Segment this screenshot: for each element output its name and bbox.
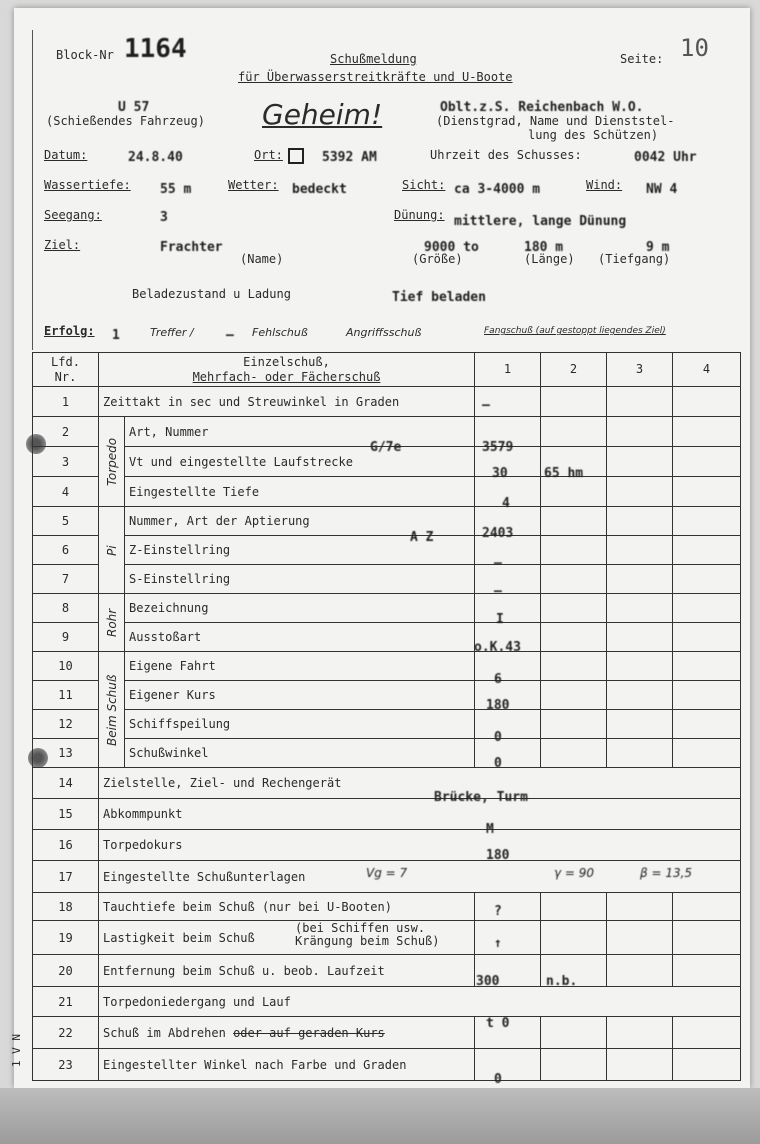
value-row-20: 300: [476, 974, 500, 989]
row-number: 11: [33, 681, 99, 710]
value-row-5: 2403: [482, 526, 514, 541]
row-label: Schußwinkel: [125, 739, 475, 768]
row-label-cell: [99, 1017, 475, 1049]
value-row-7: —: [494, 584, 502, 599]
row-label: Entfernung beim Schuß u. beob. Laufzeit: [99, 955, 475, 987]
value-row-11: 180: [486, 698, 510, 713]
misses-value: –: [226, 328, 234, 343]
page-number: 10: [680, 34, 709, 62]
grid-square-icon: [288, 148, 304, 164]
hits-label: Treffer /: [150, 326, 194, 339]
row-label-note-1: (bei Schiffen usw.: [295, 921, 426, 935]
value-row-20-col2: n.b.: [546, 974, 578, 989]
value-row-4: 4: [502, 496, 510, 511]
row-label: Eingestellte Schußunterlagen: [99, 861, 741, 893]
row-label: Eingestellte Tiefe: [125, 477, 475, 507]
value-row-16: 180: [486, 848, 510, 863]
row-label: S-Einstellring: [125, 565, 475, 594]
target-label: Ziel:: [44, 238, 81, 252]
row-number: 17: [33, 861, 99, 893]
block-number: 1164: [124, 34, 187, 64]
margin-note: 1 V N: [10, 1034, 23, 1068]
group-pi: Pi: [99, 507, 125, 594]
row-label: Nummer, Art der Aptierung: [125, 507, 475, 536]
draft-value: 9 m: [646, 240, 670, 255]
row-label: Zielstelle, Ziel- und Rechengerät: [99, 768, 741, 799]
swell-value: mittlere, lange Dünung: [454, 214, 627, 229]
row-label: Eigene Fahrt: [125, 652, 475, 681]
row-label: Bezeichnung: [125, 594, 475, 623]
value-row-17-gamma: γ = 90: [554, 866, 595, 880]
result-label: Erfolg:: [44, 324, 95, 338]
shooter-label-1: (Dienstgrad, Name und Dienststel-: [436, 114, 675, 128]
row-number: 18: [33, 893, 99, 921]
group-rohr: Rohr: [99, 594, 125, 652]
secret-stamp: Geheim!: [262, 98, 383, 131]
form-subtitle: für Überwasserstreitkräfte und U-Boote: [238, 70, 513, 84]
date-value: 24.8.40: [128, 150, 183, 165]
misses-label: Fehlschuß: [252, 326, 308, 339]
row-label-struck: oder auf geraden Kurs: [233, 1025, 385, 1040]
row-label-note: [295, 922, 440, 948]
col-4-header: 4: [673, 353, 741, 387]
hits-value: 1: [112, 328, 120, 343]
row-number: 12: [33, 710, 99, 739]
value-row-8: I: [496, 612, 504, 627]
catch-label: Fangschuß (auf gestoppt liegendes Ziel): [484, 326, 666, 336]
target-name-label: (Name): [240, 252, 284, 266]
row-number: 1: [33, 387, 99, 417]
row-number: 6: [33, 536, 99, 565]
row-number: 16: [33, 830, 99, 861]
row-label: Ausstoßart: [125, 623, 475, 652]
value-row-13: 0: [494, 756, 502, 771]
value-row-1: —: [482, 398, 490, 413]
visibility-value: ca 3-4000 m: [454, 182, 541, 197]
value-row-19: ↑: [494, 936, 502, 951]
page-label: Seite:: [620, 52, 664, 66]
row-number: 4: [33, 477, 99, 507]
row-number: 10: [33, 652, 99, 681]
value-row-3: 30: [492, 466, 508, 481]
margin-line: [32, 30, 33, 350]
row-number: 5: [33, 507, 99, 536]
row-number: 13: [33, 739, 99, 768]
row-number: 19: [33, 921, 99, 955]
row-label: Zeittakt in sec und Streuwinkel in Graden: [99, 387, 475, 417]
row-label-cell: [99, 921, 475, 955]
row-label: Lastigkeit beim Schuß: [103, 930, 255, 945]
value-row-12: 0: [494, 730, 502, 745]
row-label: Abkommpunkt: [99, 799, 741, 830]
col-desc-line-1: Einzelschuß,: [243, 354, 330, 369]
target-value: Frachter: [160, 240, 223, 255]
weather-value: bedeckt: [292, 182, 347, 197]
row-number: 15: [33, 799, 99, 830]
row-label: Schuß im Abdrehen: [103, 1025, 226, 1040]
row-number: 14: [33, 768, 99, 799]
row-label: Vt und eingestellte Laufstrecke: [125, 447, 475, 477]
row-label: Schiffspeilung: [125, 710, 475, 739]
row-number: 7: [33, 565, 99, 594]
shot-table: [32, 352, 741, 1081]
weather-label: Wetter:: [228, 178, 279, 192]
row-number: 20: [33, 955, 99, 987]
vessel-value: U 57: [118, 100, 150, 115]
row-label: Tauchtiefe beim Schuß (nur bei U-Booten): [99, 893, 475, 921]
time-value: 0042 Uhr: [634, 150, 697, 165]
time-label: Uhrzeit des Schusses:: [430, 148, 582, 162]
row-label: Torpedoniedergang und Lauf: [99, 987, 741, 1017]
value-row-6: —: [494, 556, 502, 571]
group-torpedo: Torpedo: [99, 417, 125, 507]
depth-value: 55 m: [160, 182, 192, 197]
place-label: Ort:: [254, 148, 283, 162]
draft-label: (Tiefgang): [598, 252, 671, 266]
scan-shadow: [0, 1088, 760, 1144]
row-number: 22: [33, 1017, 99, 1049]
col-lfd-header: Lfd. Nr.: [33, 353, 99, 387]
value-row-16-mark: M: [486, 822, 494, 837]
value-row-18: ?: [494, 904, 502, 919]
col-desc-header: [99, 353, 475, 387]
row-label-note-2: Krängung beim Schuß): [295, 934, 440, 948]
value-row-17-vg: Vg = 7: [366, 866, 408, 880]
row-number: 21: [33, 987, 99, 1017]
value-row-23: 0: [494, 1072, 502, 1087]
row-number: 3: [33, 447, 99, 477]
shooter-value: Oblt.z.S. Reichenbach W.O.: [440, 100, 644, 115]
value-row-17-beta: β = 13,5: [640, 866, 693, 880]
swell-label: Dünung:: [394, 208, 445, 222]
row-label: Eingestellter Winkel nach Farbe und Graden: [99, 1049, 475, 1081]
value-row-14: Brücke, Turm: [434, 790, 528, 805]
row-number: 8: [33, 594, 99, 623]
length-label: (Länge): [524, 252, 575, 266]
row-number: 2: [33, 417, 99, 447]
col-2-header: 2: [541, 353, 607, 387]
size-label: (Größe): [412, 252, 463, 266]
row-label: Torpedokurs: [99, 830, 741, 861]
form-title: Schußmeldung: [330, 52, 417, 66]
col-desc-line-2: Mehrfach- oder Fächerschuß: [192, 369, 381, 384]
value-row-3-col2: 65 hm: [544, 466, 584, 481]
date-label: Datum:: [44, 148, 88, 162]
group-schuss: Beim Schuß: [99, 652, 125, 768]
row-number: 23: [33, 1049, 99, 1081]
value-row-9: o.K.43: [474, 640, 521, 655]
row-label: Eigener Kurs: [125, 681, 475, 710]
visibility-label: Sicht:: [402, 178, 446, 192]
shooter-label-2: lung des Schützen): [528, 128, 659, 142]
row-label: Z-Einstellring: [125, 536, 475, 565]
wind-value: NW 4: [646, 182, 678, 197]
block-label: Block-Nr: [56, 48, 114, 62]
col-3-header: 3: [607, 353, 673, 387]
size-value: 9000 to: [424, 240, 479, 255]
sea-label: Seegang:: [44, 208, 102, 222]
value-row-2: 3579: [482, 440, 514, 455]
col-1-header: 1: [475, 353, 541, 387]
value-row-10: 6: [494, 672, 502, 687]
load-value: Tief beladen: [392, 290, 486, 305]
wind-label: Wind:: [586, 178, 623, 192]
vessel-label: (Schießendes Fahrzeug): [46, 114, 205, 128]
sea-value: 3: [160, 210, 168, 225]
length-value: 180 m: [524, 240, 564, 255]
place-value: 5392 AM: [322, 150, 377, 165]
load-label: Beladezustand u Ladung: [132, 287, 291, 301]
aptierung-type: A Z: [410, 530, 434, 545]
torpedo-type: G/7e: [370, 440, 402, 455]
row-label: Art, Nummer: [125, 417, 475, 447]
value-row-22: t 0: [486, 1016, 510, 1031]
depth-label: Wassertiefe:: [44, 178, 131, 192]
row-number: 9: [33, 623, 99, 652]
attack-label: Angriffsschuß: [346, 326, 422, 339]
